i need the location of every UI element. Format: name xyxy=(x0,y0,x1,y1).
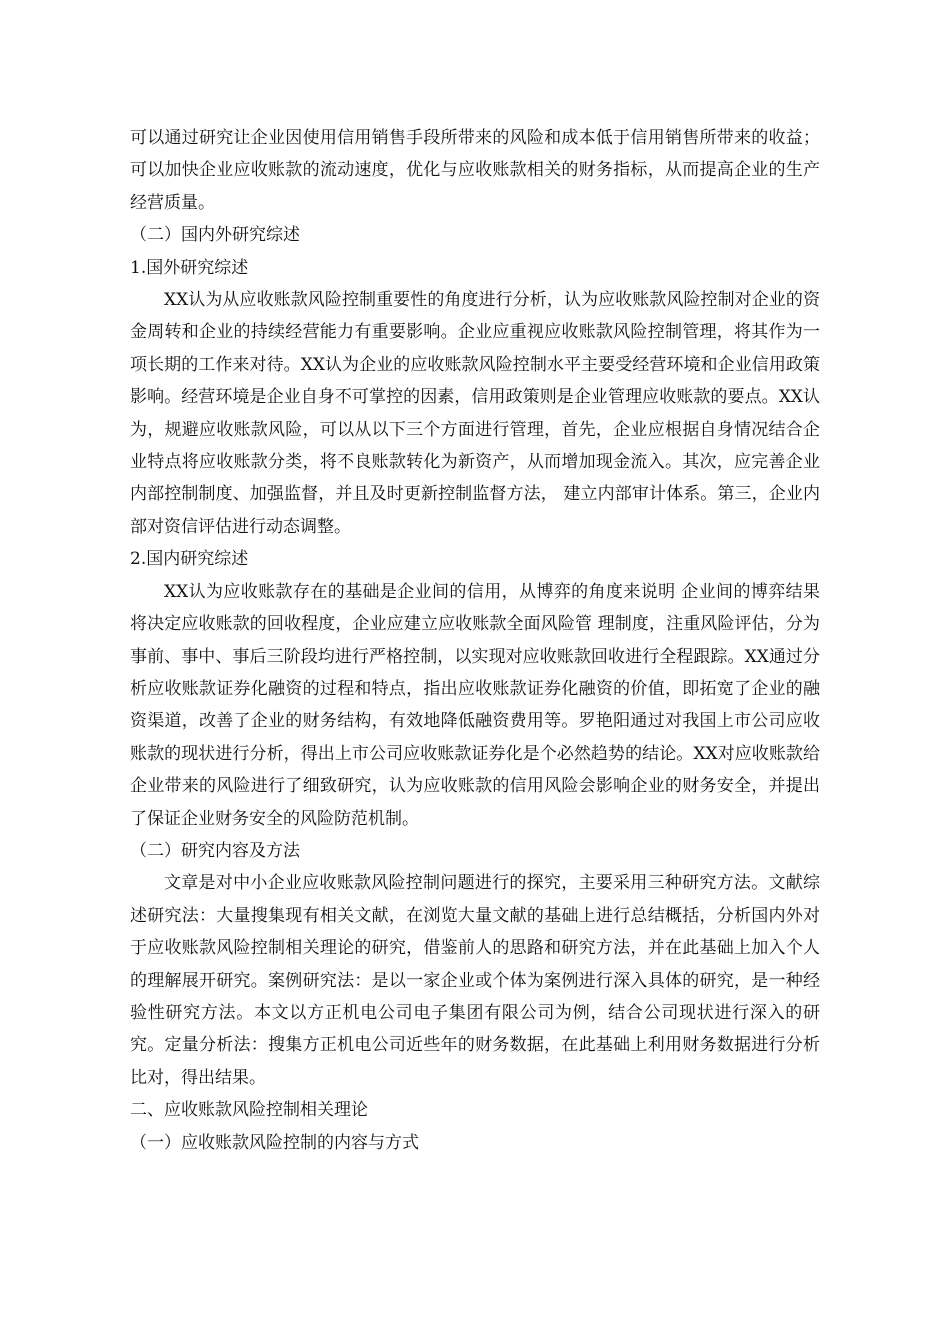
section-heading-control-content: （一）应收账款风险控制的内容与方式 xyxy=(130,1132,419,1153)
subheading-domestic-review: 2.国内研究综述 xyxy=(130,549,249,570)
paragraph-foreign-review: XX认为从应收账款风险控制重要性的角度进行分析，认为应收账款风险控制对企业的资金周转和企业的持续经营能力有重要影响。企业应重视应收账款风险控制管理，将其作为一项长期的工作来对待。XX认为企业的应收账款风险控制水平主要受经营环境和企业信用政策影响。经营环境是企业自身不可掌控的因素，信用政策则是企业管理应收账款的要点。XX认为，规避应收账款风险，可以从以下三个方面进行管理，首先，企业应根据自身情况结合企业特点将应收账款分类，将不良账款转化为新资产，从而增加现金流入。其次，应完善企业内部控制制度、加强监督，并且及时更新控制监督方法， 建立内部审计体系。第三，企业内部对资信评估进行动态调整。 xyxy=(130,290,820,537)
section-heading-content-methods: （二）研究内容及方法 xyxy=(130,840,300,861)
subheading-foreign-review: 1.国外研究综述 xyxy=(130,257,249,278)
paragraph-research-methods: 文章是对中小企业应收账款风险控制问题进行的探究，主要采用三种研究方法。文献综述研究法：大量搜集现有相关文献，在浏览大量文献的基础上进行总结概括，分析国内外对于应收账款风险控制相关理论的研究，借鉴前人的思路和研究方法，并在此基础上加入个人的理解展开研究。案例研究法：是以一家企业或个体为案例进行深入具体的研究，是一种经验性研究方法。本文以方正机电公司电子集团有限公司为例，结合公司现状进行深入的研究。定量分析法：搜集方正机电公司近些年的财务数据，在此基础上利用财务数据进行分析比对，得出结果。 xyxy=(130,873,820,1088)
paragraph-intro-continued: 可以通过研究让企业因使用信用销售手段所带来的风险和成本低于信用销售所带来的收益；可以加快企业应收账款的流动速度，优化与应收账款相关的财务指标，从而提高企业的生产经营质量。 xyxy=(130,128,820,213)
section-heading-research-review: （二）国内外研究综述 xyxy=(130,225,300,246)
document-body xyxy=(130,122,820,1159)
chapter-heading-theory: 二、应收账款风险控制相关理论 xyxy=(130,1100,368,1121)
paragraph-domestic-review: XX认为应收账款存在的基础是企业间的信用，从博弈的角度来说明 企业间的博弈结果将决定应收账款的回收程度，企业应建立应收账款全面风险管 理制度，注重风险评估，分为事前、事中、事后三阶段均进行严格控制，以实现对应收账款回收进行全程跟踪。XX通过分析应收账款证券化融资的过程和特点，指出应收账款证券化融资的价值，即拓宽了企业的融资渠道，改善了企业的财务结构，有效地降低融资费用等。罗艳阳通过对我国上市公司应收账款的现状进行分析，得出上市公司应收账款证券化是个必然趋势的结论。XX对应收账款给企业带来的风险进行了细致研究，认为应收账款的信用风险会影响企业的财务安全，并提出了保证企业财务安全的风险防范机制。 xyxy=(130,581,820,829)
